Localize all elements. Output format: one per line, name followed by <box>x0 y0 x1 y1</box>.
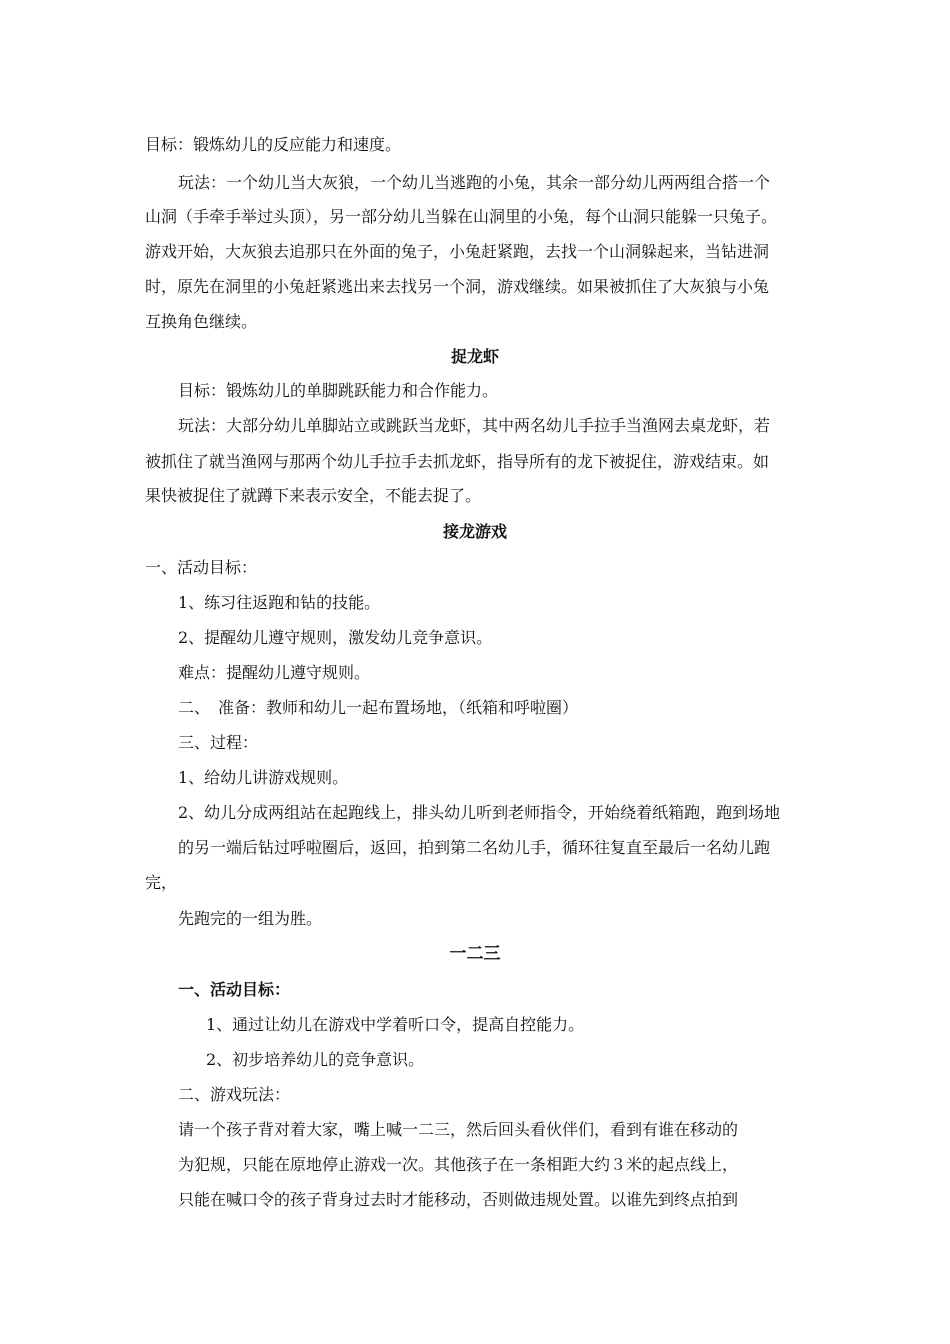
section3-goal-item: 1、练习往返跑和钻的技能。 <box>178 593 381 612</box>
section3-heading-process: 三、过程： <box>178 733 259 752</box>
section3-step: 完， <box>145 873 178 892</box>
section3-win-rule: 先跑完的一组为胜。 <box>178 909 323 928</box>
section3-heading-goals: 一、活动目标： <box>145 558 258 577</box>
section1-play-line: 互换角色继续。 <box>145 312 258 331</box>
section4-play-line: 只能在喊口令的孩子背身过去时才能移动，否则做违规处置。以谁先到终点拍到 <box>178 1190 739 1209</box>
section4-goal-item: 1、通过让幼儿在游戏中学着听口令，提高自控能力。 <box>206 1015 585 1034</box>
section4-heading-goals: 一、活动目标： <box>178 980 291 999</box>
section1-goal: 目标：锻炼幼儿的反应能力和速度。 <box>145 135 402 154</box>
section3-preparation: 二、 准备：教师和幼儿一起布置场地，（纸箱和呼啦圈） <box>178 698 579 717</box>
section2-play-line: 果快被捉住了就蹲下来表示安全，不能去捉了。 <box>145 486 482 505</box>
section3-step: 的另一端后钻过呼啦圈后，返回，拍到第二名幼儿手，循环往复直至最后一名幼儿跑 <box>178 838 771 857</box>
section3-title: 接龙游戏 <box>442 522 507 541</box>
section1-play-line: 时，原先在洞里的小兔赶紧逃出来去找另一个洞，游戏继续。如果被抓住了大灰狼与小兔 <box>145 277 770 296</box>
section4-heading-play: 二、游戏玩法： <box>178 1085 291 1104</box>
section4-play-line: 请一个孩子背对着大家，嘴上喊一二三，然后回头看伙伴们，看到有谁在移动的 <box>178 1120 739 1139</box>
section1-play-line: 玩法：一个幼儿当大灰狼，一个幼儿当逃跑的小兔，其余一部分幼儿两两组合搭一个 <box>178 173 771 192</box>
section2-title: 捉龙虾 <box>450 347 499 366</box>
section4-play-line: 为犯规，只能在原地停止游戏一次。其他孩子在一条相距大约３米的起点线上， <box>178 1155 739 1174</box>
section2-play-line: 玩法：大部分幼儿单脚站立或跳跃当龙虾，其中两名幼儿手拉手当渔网去桌龙虾，若 <box>178 416 771 435</box>
section1-play-line: 游戏开始，大灰狼去追那只在外面的兔子，小兔赶紧跑，去找一个山洞躲起来，当钻进洞 <box>145 242 770 261</box>
section2-goal: 目标：锻炼幼儿的单脚跳跃能力和合作能力。 <box>178 381 499 400</box>
section3-goal-item: 2、提醒幼儿遵守规则，激发幼儿竞争意识。 <box>178 628 493 647</box>
section3-step: 1、给幼儿讲游戏规则。 <box>178 768 349 787</box>
section3-step: 2、幼儿分成两组站在起跑线上，排头幼儿听到老师指令，开始绕着纸箱跑，跑到场地 <box>178 803 781 822</box>
section3-difficulty: 难点：提醒幼儿遵守规则。 <box>178 663 371 682</box>
section2-play-line: 被抓住了就当渔网与那两个幼儿手拉手去抓龙虾，指导所有的龙下被捉住，游戏结束。如 <box>145 452 770 471</box>
section4-title: 一二三 <box>449 944 501 964</box>
section1-play-line: 山洞（手牵手举过头顶），另一部分幼儿当躲在山洞里的小兔，每个山洞只能躲一只兔子。 <box>145 207 778 226</box>
section4-goal-item: 2、初步培养幼儿的竞争意识。 <box>206 1050 425 1069</box>
